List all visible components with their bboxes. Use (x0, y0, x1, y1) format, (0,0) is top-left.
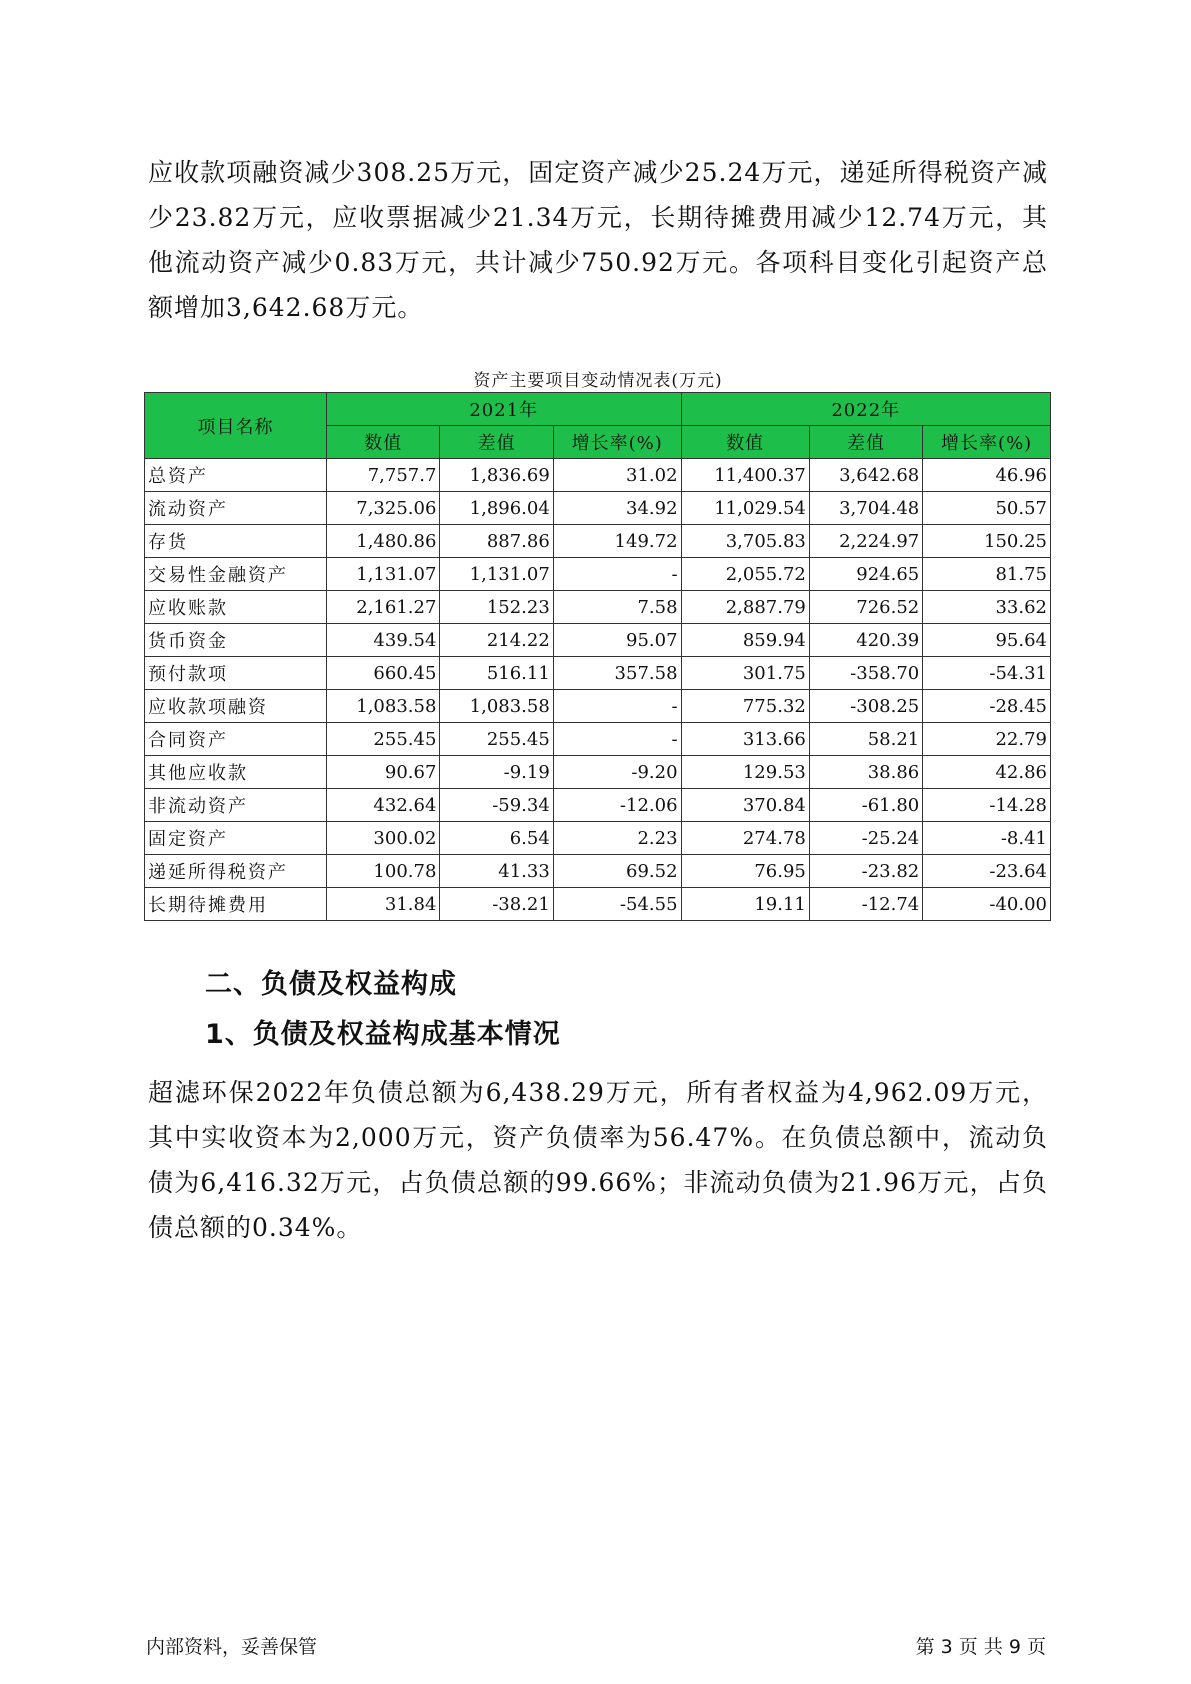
table-cell: -8.41 (923, 822, 1051, 855)
table-cell: 3,704.48 (809, 492, 922, 525)
footer-confidential-note: 内部资料，妥善保管 (146, 1636, 318, 1658)
table-caption: 资产主要项目变动情况表(万元) (473, 371, 723, 391)
table-cell: 42.86 (923, 756, 1051, 789)
row-label: 递延所得税资产 (145, 855, 327, 888)
table-cell: 3,705.83 (681, 525, 809, 558)
table-cell: -358.70 (809, 657, 922, 690)
table-cell: - (553, 558, 681, 591)
table-cell: 370.84 (681, 789, 809, 822)
asset-changes-table (144, 392, 1051, 921)
row-label: 长期待摊费用 (145, 888, 327, 921)
row-label: 交易性金融资产 (145, 558, 327, 591)
table-row (145, 723, 1051, 756)
row-label: 应收款项融资 (145, 690, 327, 723)
table-cell: 775.32 (681, 690, 809, 723)
table-cell: - (553, 690, 681, 723)
table-cell: 255.45 (440, 723, 553, 756)
table-cell: -9.19 (440, 756, 553, 789)
table-row (145, 525, 1051, 558)
table-cell: 7,325.06 (327, 492, 440, 525)
table-cell: -59.34 (440, 789, 553, 822)
table-cell: -38.21 (440, 888, 553, 921)
table-cell: 41.33 (440, 855, 553, 888)
table-cell: 7.58 (553, 591, 681, 624)
table-cell: 50.57 (923, 492, 1051, 525)
table-cell: 300.02 (327, 822, 440, 855)
table-cell: 34.92 (553, 492, 681, 525)
table-cell: 301.75 (681, 657, 809, 690)
table-row (145, 888, 1051, 921)
table-cell: 129.53 (681, 756, 809, 789)
row-label: 总资产 (145, 459, 327, 492)
table-cell: 1,480.86 (327, 525, 440, 558)
header-year-2021: 2021年 (327, 393, 682, 426)
table-cell: 859.94 (681, 624, 809, 657)
header-growth-2021: 增长率(%) (553, 426, 681, 459)
table-cell: - (553, 723, 681, 756)
table-cell: 33.62 (923, 591, 1051, 624)
header-item-name: 项目名称 (145, 393, 327, 459)
table-cell: -61.80 (809, 789, 922, 822)
table-cell: 11,029.54 (681, 492, 809, 525)
table-row (145, 558, 1051, 591)
table-cell: -23.64 (923, 855, 1051, 888)
table-cell: -40.00 (923, 888, 1051, 921)
table-cell: 1,131.07 (440, 558, 553, 591)
table-cell: 255.45 (327, 723, 440, 756)
table-cell: 2.23 (553, 822, 681, 855)
table-cell: 1,836.69 (440, 459, 553, 492)
header-diff-2022: 差值 (809, 426, 922, 459)
table-cell: 2,887.79 (681, 591, 809, 624)
table-cell: 439.54 (327, 624, 440, 657)
table-row (145, 756, 1051, 789)
table-cell: 152.23 (440, 591, 553, 624)
table-cell: 38.86 (809, 756, 922, 789)
table-cell: -23.82 (809, 855, 922, 888)
table-cell: 95.64 (923, 624, 1051, 657)
table-cell: 432.64 (327, 789, 440, 822)
row-label: 流动资产 (145, 492, 327, 525)
table-cell: 100.78 (327, 855, 440, 888)
table-cell: -54.31 (923, 657, 1051, 690)
row-label: 货币资金 (145, 624, 327, 657)
header-growth-2022: 增长率(%) (923, 426, 1051, 459)
table-cell: 19.11 (681, 888, 809, 921)
table-cell: 58.21 (809, 723, 922, 756)
table-cell: 1,083.58 (327, 690, 440, 723)
table-row (145, 459, 1051, 492)
table-row (145, 789, 1051, 822)
footer-page-number: 第 3 页 共 9 页 (915, 1636, 1046, 1658)
row-label: 合同资产 (145, 723, 327, 756)
table-row (145, 822, 1051, 855)
table-cell: 660.45 (327, 657, 440, 690)
table-cell: 357.58 (553, 657, 681, 690)
table-row (145, 690, 1051, 723)
table-cell: -54.55 (553, 888, 681, 921)
table-cell: 420.39 (809, 624, 922, 657)
table-cell: -308.25 (809, 690, 922, 723)
row-label: 预付款项 (145, 657, 327, 690)
table-cell: 2,055.72 (681, 558, 809, 591)
row-label: 非流动资产 (145, 789, 327, 822)
table-cell: -14.28 (923, 789, 1051, 822)
row-label: 固定资产 (145, 822, 327, 855)
table-cell: 214.22 (440, 624, 553, 657)
table-cell: -12.74 (809, 888, 922, 921)
table-cell: 274.78 (681, 822, 809, 855)
row-label: 存货 (145, 525, 327, 558)
table-cell: 81.75 (923, 558, 1051, 591)
intro-paragraph: 应收款项融资减少308.25万元，固定资产减少25.24万元，递延所得税资产减少23.82万元，应收票据减少21.34万元，长期待摊费用减少12.74万元，其他流动资产减少0.83万元，共计减少750.92万元。各项科目变化引起资产总额增加3,642.68万元。 (148, 158, 1048, 322)
table-cell: 7,757.7 (327, 459, 440, 492)
table-cell: 76.95 (681, 855, 809, 888)
table-cell: 31.02 (553, 459, 681, 492)
table-cell: -9.20 (553, 756, 681, 789)
table-row (145, 591, 1051, 624)
table-cell: 31.84 (327, 888, 440, 921)
table-cell: 22.79 (923, 723, 1051, 756)
row-label: 应收账款 (145, 591, 327, 624)
table-cell: 90.67 (327, 756, 440, 789)
table-cell: 313.66 (681, 723, 809, 756)
table-cell: 1,083.58 (440, 690, 553, 723)
subsection-heading-basic-situation: 1、负债及权益构成基本情况 (205, 1019, 561, 1050)
table-cell: 2,161.27 (327, 591, 440, 624)
section-heading-liabilities-equity: 二、负债及权益构成 (205, 969, 457, 1000)
table-cell: 46.96 (923, 459, 1051, 492)
header-diff-2021: 差值 (440, 426, 553, 459)
table-cell: 3,642.68 (809, 459, 922, 492)
table-row (145, 657, 1051, 690)
table-cell: 2,224.97 (809, 525, 922, 558)
header-year-2022: 2022年 (681, 393, 1050, 426)
table-cell: -25.24 (809, 822, 922, 855)
header-value-2022: 数值 (681, 426, 809, 459)
table-cell: 726.52 (809, 591, 922, 624)
table-cell: 1,896.04 (440, 492, 553, 525)
table-cell: 95.07 (553, 624, 681, 657)
table-row (145, 624, 1051, 657)
table-row (145, 855, 1051, 888)
table-row (145, 492, 1051, 525)
table-cell: 516.11 (440, 657, 553, 690)
liabilities-paragraph: 超滤环保2022年负债总额为6,438.29万元，所有者权益为4,962.09万元，其中实收资本为2,000万元，资产负债率为56.47%。在负债总额中，流动负债为6,416.32万元，占负债总额的99.66%；非流动负债为21.96万元，占负债总额的0.34%。 (148, 1078, 1049, 1242)
table-cell: 149.72 (553, 525, 681, 558)
table-cell: 924.65 (809, 558, 922, 591)
table-cell: 150.25 (923, 525, 1051, 558)
table-cell: 6.54 (440, 822, 553, 855)
table-cell: -12.06 (553, 789, 681, 822)
table-body (145, 459, 1051, 921)
header-value-2021: 数值 (327, 426, 440, 459)
row-label: 其他应收款 (145, 756, 327, 789)
table-cell: 887.86 (440, 525, 553, 558)
table-cell: 11,400.37 (681, 459, 809, 492)
table-cell: -28.45 (923, 690, 1051, 723)
table-cell: 1,131.07 (327, 558, 440, 591)
table-cell: 69.52 (553, 855, 681, 888)
